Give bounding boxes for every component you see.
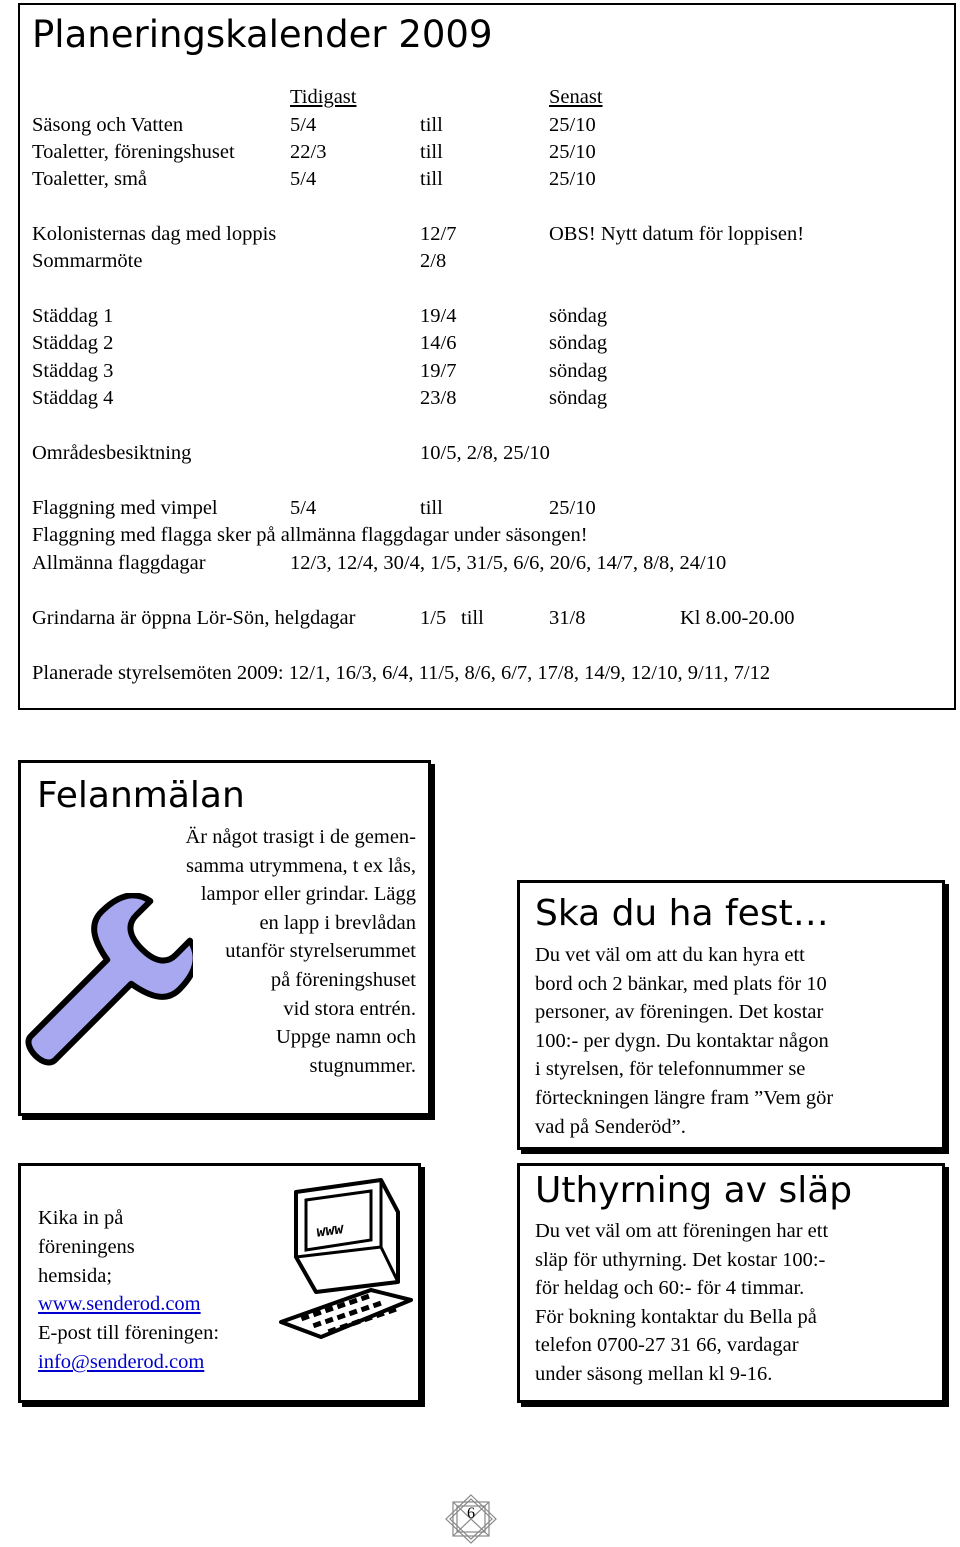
styrelse-text: Planerade styrelsemöten 2009: 12/1, 16/3, 6/4, 11/5, 8/6, 6/7, 17/8, 14/9, 12/10, 9/11, 7/12 [32, 662, 771, 684]
felanmalan-line: vid stora entrén. [283, 997, 416, 1020]
staddag-label: Städdag 2 [32, 332, 114, 354]
flaggdagar-dates: 12/3, 12/4, 30/4, 1/5, 31/5, 6/6, 20/6, 14/7, 8/8, 24/10 [290, 552, 727, 574]
slap-line: telefon 0700-27 31 66, vardagar [535, 1334, 799, 1357]
staddag-date: 19/4 [420, 305, 457, 327]
website-link[interactable]: www.senderod.com [38, 1293, 201, 1316]
kolonist-label: Kolonisternas dag med loppis [32, 223, 277, 245]
vimpel-to: 25/10 [549, 497, 596, 519]
grindar-from: 1/5 [420, 607, 447, 629]
fest-line: 100:- per dygn. Du kontaktar någon [535, 1029, 829, 1052]
website-line: föreningens [38, 1235, 135, 1258]
felanmalan-line: Uppge namn och [275, 1026, 416, 1049]
flagga-text: Flaggning med flagga sker på allmänna flaggdagar under säsongen! [32, 524, 588, 546]
website-box [18, 1163, 421, 1403]
staddag-day: söndag [549, 387, 608, 409]
felanmalan-line: samma utrymmena, t ex lås, [186, 854, 416, 877]
staddag-day: söndag [549, 332, 608, 354]
season-row-from: 22/3 [290, 141, 327, 163]
vimpel-label: Flaggning med vimpel [32, 497, 218, 519]
grindar-label: Grindarna är öppna Lör-Sön, helgdagar [32, 607, 356, 629]
felanmalan-title: Felanmälan [37, 775, 245, 816]
website-text [38, 1204, 219, 1377]
staddag-date: 23/8 [420, 387, 457, 409]
staddag-day: söndag [549, 360, 608, 382]
slap-line: under säsong mellan kl 9-16. [535, 1362, 773, 1385]
season-row-to: 25/10 [549, 168, 596, 190]
fest-box [517, 880, 945, 1150]
felanmalan-line: på föreningshuset [270, 968, 416, 991]
season-row-label: Toaletter, föreningshuset [32, 141, 235, 163]
staddag-date: 14/6 [420, 332, 457, 354]
staddag-date: 19/7 [420, 360, 457, 382]
fest-text [535, 941, 945, 1141]
grindar-to: 31/8 [549, 607, 586, 629]
fest-line: i styrelsen, för telefonnummer se [535, 1058, 806, 1081]
sommarmote-date: 2/8 [420, 250, 447, 272]
vimpel-sep: till [420, 497, 443, 519]
slap-text [535, 1217, 945, 1389]
fest-line: bord och 2 bänkar, med plats för 10 [535, 972, 827, 995]
calendar-box [18, 3, 956, 710]
season-row-label: Toaletter, små [32, 168, 148, 190]
grindar-sep: till [461, 607, 484, 629]
season-row-from: 5/4 [290, 168, 317, 190]
fest-line: Du vet väl om att du kan hyra ett [535, 944, 805, 966]
felanmalan-box [18, 760, 431, 1116]
header-senast: Senast [549, 86, 603, 108]
slap-line: för heldag och 60:- för 4 timmar. [535, 1277, 805, 1300]
slap-line: släp för uthyrning. Det kostar 100:- [535, 1248, 826, 1271]
slap-title: Uthyrning av släp [535, 1170, 853, 1211]
season-row-to: 25/10 [549, 114, 596, 136]
email-link[interactable]: info@senderod.com [38, 1350, 205, 1373]
fest-line: förteckningen längre fram ”Vem gör [535, 1086, 834, 1109]
staddag-day: söndag [549, 305, 608, 327]
kolonist-date: 12/7 [420, 223, 457, 245]
website-line: Kika in på [38, 1207, 124, 1229]
omrade-label: Områdesbesiktning [32, 442, 192, 464]
season-row-sep: till [420, 168, 443, 190]
felanmalan-line: lampor eller grindar. Lägg [200, 883, 416, 906]
felanmalan-line: stugnummer. [309, 1054, 416, 1077]
kolonist-note: OBS! Nytt datum för loppisen! [549, 223, 805, 245]
season-row-sep: till [420, 141, 443, 163]
fest-line: personer, av föreningen. Det kostar [535, 1001, 824, 1024]
email-label: E-post till föreningen: [38, 1322, 220, 1345]
grindar-time: Kl 8.00-20.00 [680, 607, 795, 629]
slap-box [517, 1163, 945, 1403]
fest-line: vad på Senderöd”. [535, 1115, 686, 1138]
season-row-to: 25/10 [549, 141, 596, 163]
page-number: 6 [467, 1505, 475, 1522]
website-line: hemsida; [38, 1264, 113, 1287]
staddag-label: Städdag 3 [32, 360, 114, 382]
slap-line: Du vet väl om att föreningen har ett [535, 1220, 829, 1242]
staddag-label: Städdag 4 [32, 387, 114, 409]
staddag-label: Städdag 1 [32, 305, 114, 327]
vimpel-from: 5/4 [290, 497, 317, 519]
computer-icon [276, 1172, 416, 1342]
calendar-title: Planeringskalender 2009 [32, 13, 493, 56]
season-row-sep: till [420, 114, 443, 136]
felanmalan-line: Är något trasigt i de gemen- [185, 826, 416, 848]
screen-text: www [315, 1219, 345, 1241]
flaggdagar-label: Allmänna flaggdagar [32, 552, 206, 574]
season-row-label: Säsong och Vatten [32, 114, 184, 136]
omrade-dates: 10/5, 2/8, 25/10 [420, 442, 550, 464]
header-tidigast: Tidigast [290, 86, 357, 108]
sommarmote-label: Sommarmöte [32, 250, 143, 272]
felanmalan-line: utanför styrelserummet [225, 940, 416, 963]
season-row-from: 5/4 [290, 114, 317, 136]
wrench-icon [3, 893, 193, 1093]
felanmalan-line: en lapp i brevlådan [259, 911, 416, 934]
slap-line: För bokning kontaktar du Bella på [535, 1305, 817, 1328]
fest-title: Ska du ha fest… [535, 893, 829, 934]
